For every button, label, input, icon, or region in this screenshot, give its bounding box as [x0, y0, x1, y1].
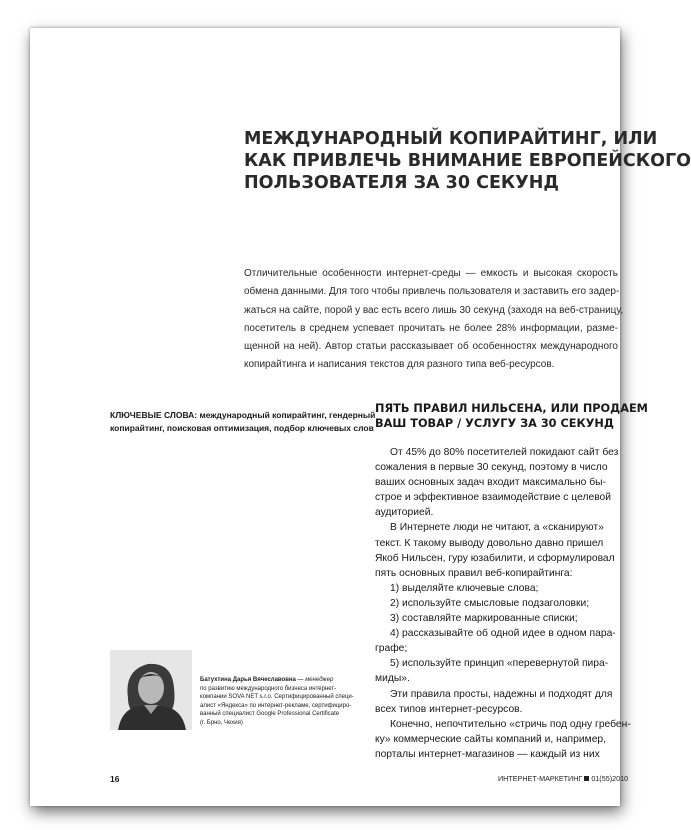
bio-line: ванный специалист Google Professional Certificate — [200, 711, 340, 718]
body-line: всех типов интернет-ресурсов. — [375, 703, 523, 715]
lead-line: жаться на сайте, порой у вас есть всего лишь 30 секунд (заходя на веб-страницу, — [244, 304, 624, 316]
body-line: 5) используйте принцип «перевернутой пира- — [390, 658, 609, 670]
lead-line: щенной на ней). Автор статьи рассказывает об особенностях международного — [244, 341, 618, 353]
body-line: сожаления в первые 30 секунд, поэтому в число — [375, 462, 608, 474]
body-line: 3) составляйте маркированные списки; — [390, 613, 578, 625]
body-line: строе и эффективное взаимодействие с целевой — [375, 492, 612, 504]
article-body — [375, 445, 631, 762]
body-line: графе; — [375, 643, 408, 655]
square-bullet-icon — [584, 776, 589, 781]
issue-number: 01(55)2010 — [591, 774, 629, 783]
body-line: 2) используйте смысловые подзаголовки; — [390, 597, 590, 609]
author-portrait-image — [110, 650, 192, 730]
keywords-text: копирайтинг, поисковая оптимизация, подбор ключевых слов — [110, 422, 374, 433]
body-line: ваших основных задач входит максимально бы- — [375, 477, 606, 489]
author-bio — [200, 676, 360, 728]
keywords-label: КЛЮЧЕВЫЕ СЛОВА: — [110, 410, 198, 420]
bio-line: (г. Брно, Чехия) — [200, 719, 243, 726]
keywords-text: международный копирайтинг, гендерный — [199, 410, 376, 420]
body-line: пять основных правил веб-копирайтинга: — [375, 567, 573, 579]
title-line: КАК ПРИВЛЕЧЬ ВНИМАНИЕ ЕВРОПЕЙСКОГО — [244, 151, 691, 171]
author-name: Батухтина Дарья Вячеславовна — [200, 677, 296, 683]
journal-name: ИНТЕРНЕТ-МАРКЕТИНГ — [498, 774, 583, 783]
bio-line — [200, 676, 360, 685]
section-heading-line: ПЯТЬ ПРАВИЛ НИЛЬСЕНА, ИЛИ ПРОДАЕМ — [375, 402, 648, 415]
body-line: 1) выделяйте ключевые слова; — [390, 582, 539, 594]
body-line: Конечно, непочтительно «стричь под одну гребен- — [390, 718, 631, 730]
body-line: От 45% до 80% посетителей покидают сайт без — [390, 447, 619, 458]
body-line: порталы интернет-магазинов — каждый из них — [375, 748, 600, 760]
bio-line: алист «Яндекса» по интернет-рекламе, сертифициро- — [200, 702, 352, 709]
bio-line: по развитию международного бизнеса интернет- — [200, 685, 337, 692]
body-line: аудиторией. — [375, 507, 434, 519]
article-lead — [244, 265, 624, 375]
body-line: Якоб Нильсен, гуру юзабилити, и сформулировал — [375, 552, 615, 564]
body-line: миды». — [375, 673, 410, 685]
keywords-line — [110, 409, 376, 422]
bio-line: компании SOVA NET s.r.o. Сертифицированный специ- — [200, 694, 354, 701]
lead-line: копирайтинга и написания текстов для разного типа веб-ресурсов. — [244, 359, 555, 371]
lead-line: обмена данными. Для того чтобы привлечь пользователя и заставить его задер- — [244, 286, 620, 298]
body-line: Эти правила просты, надежны и подходят для — [390, 688, 613, 700]
lead-line: Отличительные особенности интернет-среды — емкость и высокая скорость — [244, 268, 618, 279]
body-line: 4) рассказывайте об одной идее в одном пара- — [390, 628, 616, 640]
body-line: В Интернете люди не читают, а «сканируют» — [390, 522, 604, 534]
magazine-page — [30, 28, 691, 806]
bio-text: — менеджер — [295, 677, 334, 683]
author-photo — [110, 650, 192, 730]
title-line: МЕЖДУНАРОДНЫЙ КОПИРАЙТИНГ, ИЛИ — [244, 129, 658, 149]
page-number: 16 — [110, 774, 120, 784]
body-line: текст. К такому выводу довольно давно пришел — [375, 537, 604, 549]
body-line: ку» коммерческие сайты компаний и, например, — [375, 733, 607, 745]
lead-line: посетитель в среднем успевает прочитать не более 28% информации, разме- — [244, 322, 618, 334]
keywords-block — [110, 409, 376, 434]
article-title — [244, 128, 691, 194]
section-heading — [375, 401, 648, 431]
section-heading-line: ВАШ ТОВАР / УСЛУГУ ЗА 30 СЕКУНД — [375, 417, 614, 430]
journal-footer — [498, 774, 629, 783]
title-line: ПОЛЬЗОВАТЕЛЯ ЗА 30 СЕКУНД — [244, 173, 559, 193]
